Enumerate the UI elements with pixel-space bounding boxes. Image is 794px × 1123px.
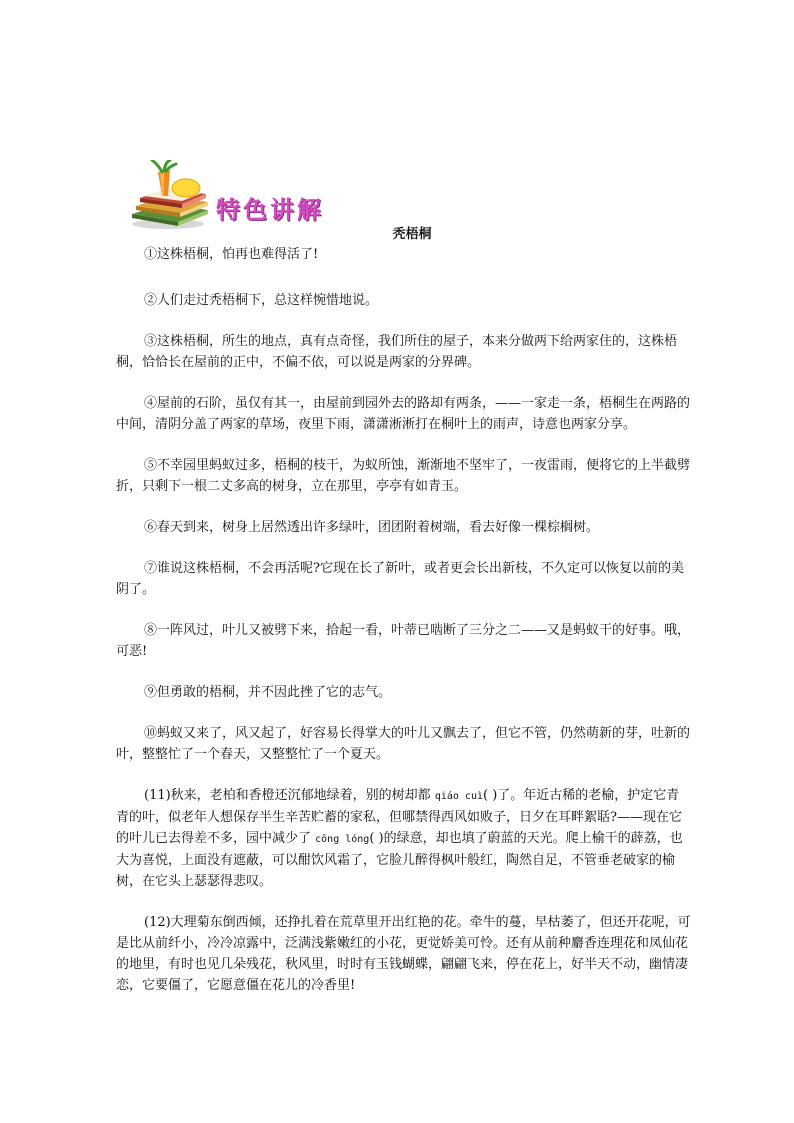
section-banner <box>128 160 358 230</box>
paragraph-4: ④屋前的石阶，虽仅有其一，由屋前到园外去的路却有两条，——一家走一条，梧桐生在两路的中间，清阴分盖了两家的草场，夜里下雨，潇潇淅淅打在桐叶上的雨声，诗意也两家分享。 <box>116 396 691 432</box>
paragraph-2: ②人们走过秃梧桐下，总这样惋惜地说。 <box>144 293 379 308</box>
paragraph-8: ⑧一阵风过，叶儿又被劈下来，拾起一看，叶蒂已啮断了三分之二——又是蚂蚁干的好事。哦，可恶! <box>116 623 691 659</box>
paragraph-1: ①这株梧桐，怕再也难得活了! <box>144 247 319 262</box>
paragraph-6: ⑥春天到来，树身上居然透出许多绿叶，团团附着树端，看去好像一棵棕榈树。 <box>144 520 600 535</box>
paragraph-11 <box>116 785 692 892</box>
article-title: 秃梧桐 <box>392 227 432 242</box>
paragraph-9: ⑨但勇敢的梧桐，并不因此挫了它的志气。 <box>144 685 392 700</box>
section-heading: 特色讲解 <box>216 196 324 224</box>
paragraph-11-part-3: ( )的绿意，却也填了蔚蓝的天光。爬上榆干的薜荔，也大为喜悦，上面没有遮蔽，可以酣饮风霜了，它脸儿醉得枫叶般红，陶然自足，不管垂老破家的榆树，在它头上瑟瑟得悲叹。 <box>116 831 683 889</box>
paragraph-12: (12)大理菊东倒西倾，还挣扎着在荒草里开出红艳的花。牵牛的蔓，早枯萎了，但还开花呢，可是比从前纤小，冷冷凉露中，泛满浅紫嫩红的小花，更觉娇美可怜。还有从前种麝香连理花和凤仙花的地里，有时也见几朵残花，秋风里，时时有玉钱蝴蝶，翩翩飞来，停在花上，好半天不动，幽情凄恋，它要僵了，它愿意僵在花儿的冷香里! <box>116 915 691 993</box>
article-body <box>116 244 692 1016</box>
paragraph-5: ⑤不幸园里蚂蚁过多，梧桐的枝干，为蚁所蚀，渐渐地不坚牢了，一夜雷雨，便将它的上半截劈折，只剩下一根二丈多高的树身，立在那里，亭亭有如青玉。 <box>116 458 691 494</box>
pinyin-blank-1: qiáo cuì <box>434 791 483 802</box>
paragraph-10: ⑩蚂蚁又来了，风又起了，好容易长得掌大的叶儿又飘去了，但它不管，仍然萌新的芽，吐新的叶，整整忙了一个春天，又整整忙了一个夏天。 <box>116 726 691 762</box>
pinyin-blank-2: cōng lóng <box>315 834 370 845</box>
paragraph-7: ⑦谁说这株梧桐，不会再活呢?它现在长了新叶，或者更会长出新枝，不久定可以恢复以前的美阴了。 <box>116 561 684 597</box>
paragraph-3: ③这株梧桐，所生的地点，真有点奇怪，我们所住的屋子，本来分做两下给两家住的，这株梧桐，恰恰长在屋前的正中，不偏不依，可以说是两家的分界碑。 <box>116 334 678 370</box>
books-and-carrot-logo-icon <box>128 160 214 230</box>
paragraph-11-part-1: (11)秋来，老柏和香橙还沉郁地绿着，别的树却都 <box>144 788 435 803</box>
paragraph-11-part-2: ( )了。年近古稀的老榆，护定它青青的叶，似老年人想保存半生辛苦贮蓄的家私，但哪禁得西风如败子，日夕在耳畔絮聒?——现在它的叶儿已去得差不多，园中减少了 <box>116 788 682 846</box>
